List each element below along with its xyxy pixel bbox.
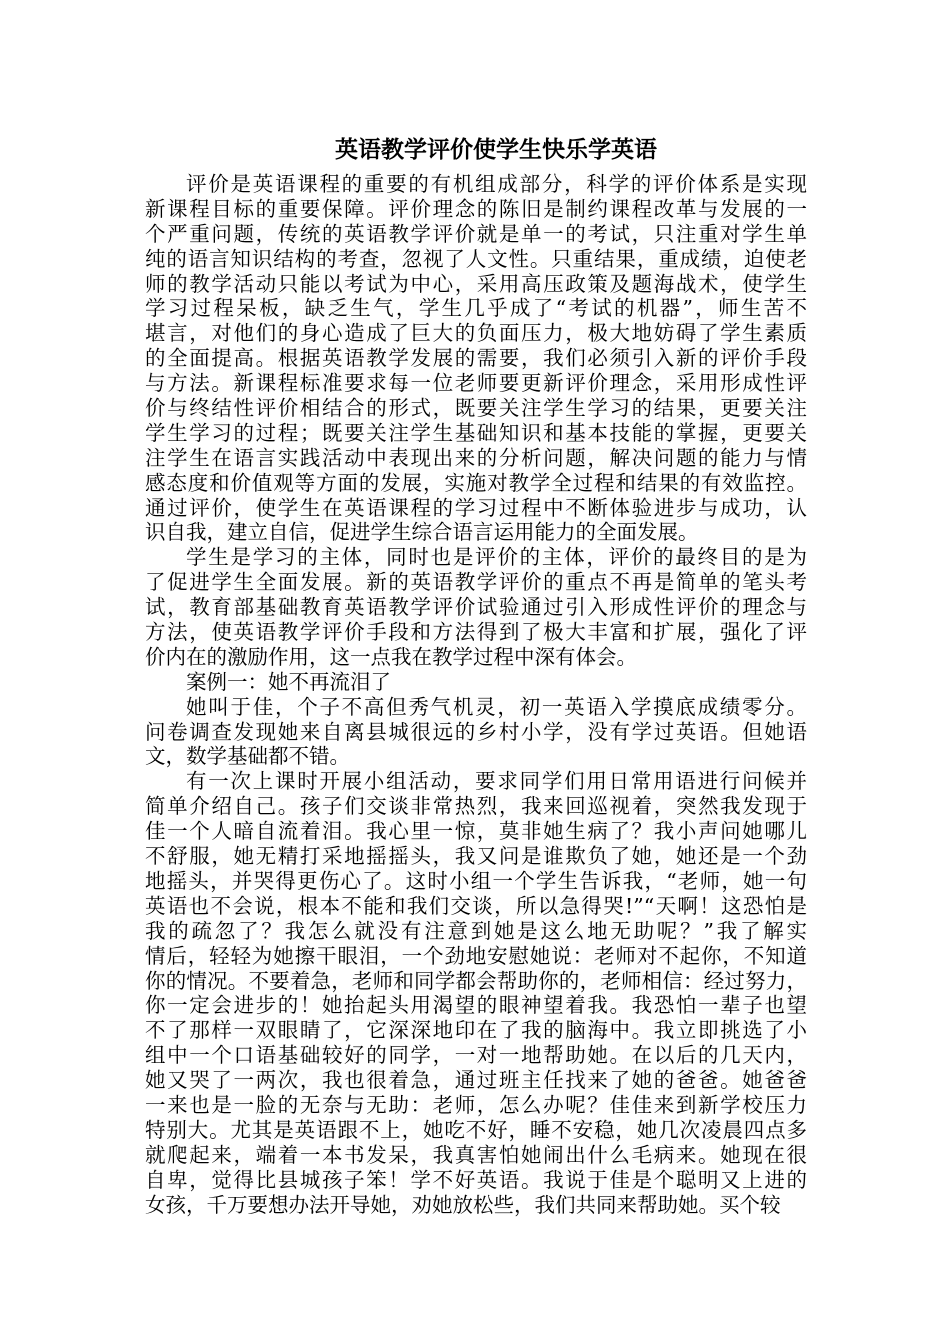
paragraph-line: 通过评价，使学生在英语课程的学习过程中不断体验进步与成功，认 bbox=[145, 495, 807, 520]
paragraph-line: 佳一个人暗自流着泪。我心里一惊，莫非她生病了？我小声问她哪儿 bbox=[145, 819, 807, 844]
paragraph-line: 新课程目标的重要保障。评价理念的陈旧是制约课程改革与发展的一 bbox=[145, 196, 807, 221]
paragraph-line: 她叫于佳，个子不高但秀气机灵，初一英语入学摸底成绩零分。 bbox=[186, 694, 807, 719]
paragraph bbox=[145, 670, 807, 695]
paragraph-line: 特别大。尤其是英语跟不上，她吃不好，睡不安稳，她几次凌晨四点多 bbox=[145, 1117, 807, 1142]
paragraph bbox=[145, 695, 807, 770]
paragraph-line: 你的情况。不要着急，老师和同学都会帮助你的，老师相信：经过努力， bbox=[145, 968, 807, 993]
paragraph-line: 案例一：她不再流泪了 bbox=[186, 669, 391, 694]
paragraph-line: 学生学习的过程；既要关注学生基础知识和基本技能的掌握，更要关 bbox=[145, 420, 807, 445]
document-page bbox=[145, 132, 807, 1217]
paragraph-line: 问卷调查发现她来自离县城很远的乡村小学，没有学过英语。但她语 bbox=[145, 719, 807, 744]
paragraph-line: 地摇头，并哭得更伤心了。这时小组一个学生告诉我，“老师，她一句 bbox=[145, 868, 807, 893]
paragraph-line: 价与终结性评价相结合的形式，既要关注学生学习的结果，更要关注 bbox=[145, 396, 807, 421]
paragraph-line: 评价是英语课程的重要的有机组成部分，科学的评价体系是实现 bbox=[186, 172, 807, 196]
paragraph-line: 了促进学生全面发展。新的英语教学评价的重点不再是简单的笔头考 bbox=[145, 570, 807, 595]
paragraph-line: 情后，轻轻为她擦干眼泪，一个劲地安慰她说：老师对不起你，不知道 bbox=[145, 943, 807, 968]
paragraph-line: 她又哭了一两次，我也很着急，通过班主任找来了她的爸爸。她爸爸 bbox=[145, 1068, 807, 1093]
paragraph-line: 个严重问题，传统的英语教学评价就是单一的考试，只注重对学生单 bbox=[145, 221, 807, 246]
paragraph-line: 堪言，对他们的身心造成了巨大的负面压力，极大地妨碍了学生素质 bbox=[145, 321, 807, 346]
paragraph-line: 简单介绍自己。孩子们交谈非常热烈，我来回巡视着，突然我发现于 bbox=[145, 794, 807, 819]
paragraph-line: 试，教育部基础教育英语教学评价试验通过引入形成性评价的理念与 bbox=[145, 595, 807, 620]
paragraph-line: 学生是学习的主体，同时也是评价的主体，评价的最终目的是为 bbox=[186, 545, 807, 570]
paragraph-line: 有一次上课时开展小组活动，要求同学们用日常用语进行问候并 bbox=[186, 769, 807, 794]
paragraph-line: 感态度和价值观等方面的发展，实施对教学全过程和结果的有效监控。 bbox=[145, 470, 807, 495]
paragraph-line: 纯的语言知识结构的考查，忽视了人文性。只重结果，重成绩，迫使老 bbox=[145, 246, 807, 271]
paragraph bbox=[145, 545, 807, 669]
paragraph-line: 我的疏忽了？我怎么就没有注意到她是这么地无助呢？”我了解实 bbox=[145, 918, 807, 943]
paragraph-line: 方法，使英语教学评价手段和方法得到了极大丰富和扩展，强化了评 bbox=[145, 620, 807, 645]
paragraph-line: 就爬起来，端着一本书发呆，我真害怕她闹出什么毛病来。她现在很 bbox=[145, 1142, 807, 1167]
paragraph-line: 师的教学活动只能以考试为中心，采用高压政策及题海战术，使学生 bbox=[145, 271, 807, 296]
paragraph-line: 组中一个口语基础较好的同学，一对一地帮助她。在以后的几天内， bbox=[145, 1043, 807, 1068]
paragraph-line: 学习过程呆板，缺乏生气，学生几乎成了“考试的机器”，师生苦不 bbox=[145, 296, 807, 321]
document-title: 英语教学评价使学生快乐学英语 bbox=[335, 136, 657, 163]
paragraph-line: 不了那样一双眼睛了，它深深地印在了我的脑海中。我立即挑选了小 bbox=[145, 1018, 807, 1043]
paragraph-line: 一来也是一脸的无奈与无助：老师，怎么办呢？佳佳来到新学校压力 bbox=[145, 1092, 807, 1117]
paragraph bbox=[145, 769, 807, 1217]
paragraph-line: 注学生在语言实践活动中表现出来的分析问题，解决问题的能力与情 bbox=[145, 445, 807, 470]
paragraph-line: 你一定会进步的！她抬起头用渴望的眼神望着我。我恐怕一辈子也望 bbox=[145, 993, 807, 1018]
paragraph-line: 与方法。新课程标准要求每一位老师要更新评价理念，采用形成性评 bbox=[145, 371, 807, 396]
paragraph-line: 不舒服，她无精打采地摇摇头，我又问是谁欺负了她，她还是一个劲 bbox=[145, 844, 807, 869]
paragraph-line: 价内在的激励作用，这一点我在教学过程中深有体会。 bbox=[145, 644, 637, 669]
paragraph-line: 自卑，觉得比县城孩子笨！学不好英语。我说于佳是个聪明又上进的 bbox=[145, 1167, 807, 1192]
paragraph bbox=[145, 172, 807, 545]
paragraph-line: 识自我，建立自信，促进学生综合语言运用能力的全面发展。 bbox=[145, 520, 699, 545]
paragraph-line: 英语也不会说，根本不能和我们交谈，所以急得哭!”“天啊！这恐怕是 bbox=[145, 893, 807, 918]
document-body bbox=[145, 172, 807, 1217]
paragraph-line: 女孩，千万要想办法开导她，劝她放松些，我们共同来帮助她。买个较 bbox=[145, 1192, 781, 1217]
paragraph-line: 文，数学基础都不错。 bbox=[145, 744, 350, 769]
paragraph-line: 的全面提高。根据英语教学发展的需要，我们必须引入新的评价手段 bbox=[145, 346, 807, 371]
